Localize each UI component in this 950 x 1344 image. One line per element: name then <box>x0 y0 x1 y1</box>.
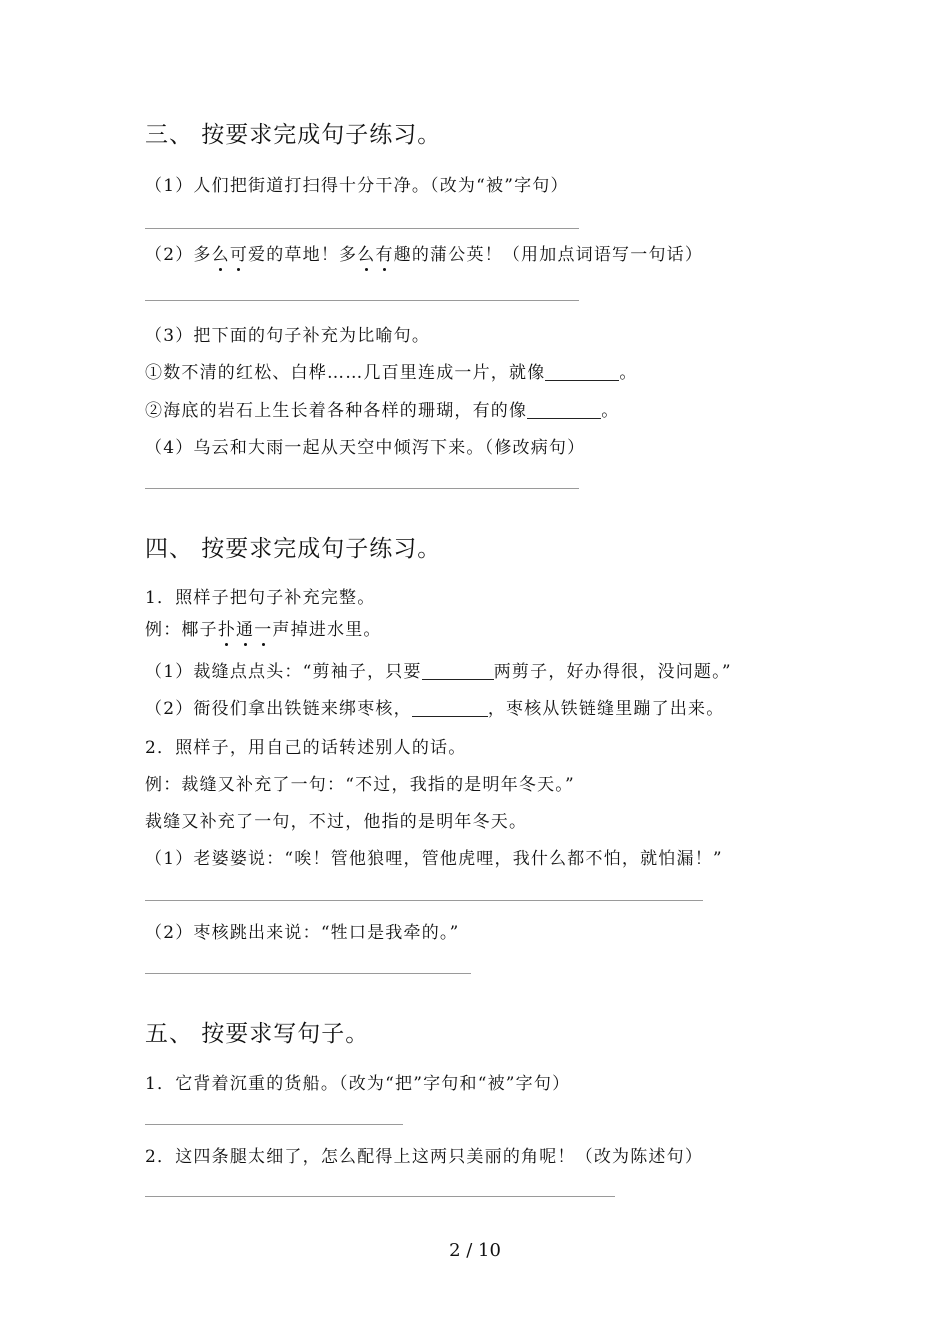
fill-blank[interactable] <box>422 662 494 680</box>
section-5-title: 五、 按要求写句子。 <box>145 1021 370 1047</box>
section-4-p1: 1．照样子把句子补充完整。 <box>145 588 376 608</box>
section-4-title: 四、 按要求完成句子练习。 <box>145 536 442 562</box>
section-3-q3: （3）把下面的句子补充为比喻句。 <box>145 326 431 346</box>
section-4-p2: 2．照样子，用自己的话转述别人的话。 <box>145 738 467 758</box>
answer-line-3-4[interactable] <box>145 488 579 489</box>
answer-line-4-3[interactable] <box>145 900 703 901</box>
answer-line-5-2[interactable] <box>145 1196 615 1197</box>
section-3-q3-2: ②海底的岩石上生长着各种各样的珊瑚，有的像 。 <box>145 401 620 421</box>
section-4-example-1: 例：椰子扑通一声掉进水里。 <box>145 615 382 640</box>
section-4-q4: （2）枣核跳出来说：“牲口是我牵的。” <box>145 923 460 943</box>
section-4-example-2: 例：裁缝又补充了一句：“不过，我指的是明年冬天。” <box>145 775 575 795</box>
section-3-title: 三、 按要求完成句子练习。 <box>145 122 442 148</box>
answer-line-3-1[interactable] <box>145 228 579 229</box>
fill-blank[interactable] <box>545 363 619 381</box>
page-number: 2 / 10 <box>449 1240 501 1261</box>
section-4-q2: （2）衙役们拿出铁链来绑枣核， ，枣核从铁链缝里蹦了出来。 <box>145 699 725 719</box>
section-3-q1: （1）人们把街道打扫得十分干净。（改为“被”字句） <box>145 176 569 196</box>
fill-blank[interactable] <box>412 699 488 717</box>
section-3-q2: （2）多么可爱的草地！多么有趣的蒲公英！（用加点词语写一句话） <box>145 240 703 265</box>
section-3-q4: （4）乌云和大雨一起从天空中倾泻下来。（修改病句） <box>145 438 586 458</box>
answer-line-3-2[interactable] <box>145 300 579 301</box>
section-3-q3-1: ①数不清的红松、白桦……几百里连成一片，就像 。 <box>145 363 638 383</box>
fill-blank[interactable] <box>527 401 601 419</box>
answer-line-5-1[interactable] <box>145 1124 403 1125</box>
section-4-q1: （1）裁缝点点头：“剪袖子，只要 两剪子，好办得很，没问题。” <box>145 662 732 682</box>
section-5-q2: 2．这四条腿太细了，怎么配得上这两只美丽的角呢！（改为陈述句） <box>145 1147 704 1167</box>
answer-line-4-4[interactable] <box>145 973 471 974</box>
section-4-example-2-answer: 裁缝又补充了一句，不过，他指的是明年冬天。 <box>145 812 528 832</box>
section-5-q1: 1．它背着沉重的货船。（改为“把”字句和“被”字句） <box>145 1074 571 1094</box>
section-4-q3: （1）老婆婆说：“唉！管他狼哩，管他虎哩，我什么都不怕，就怕漏！” <box>145 849 723 869</box>
